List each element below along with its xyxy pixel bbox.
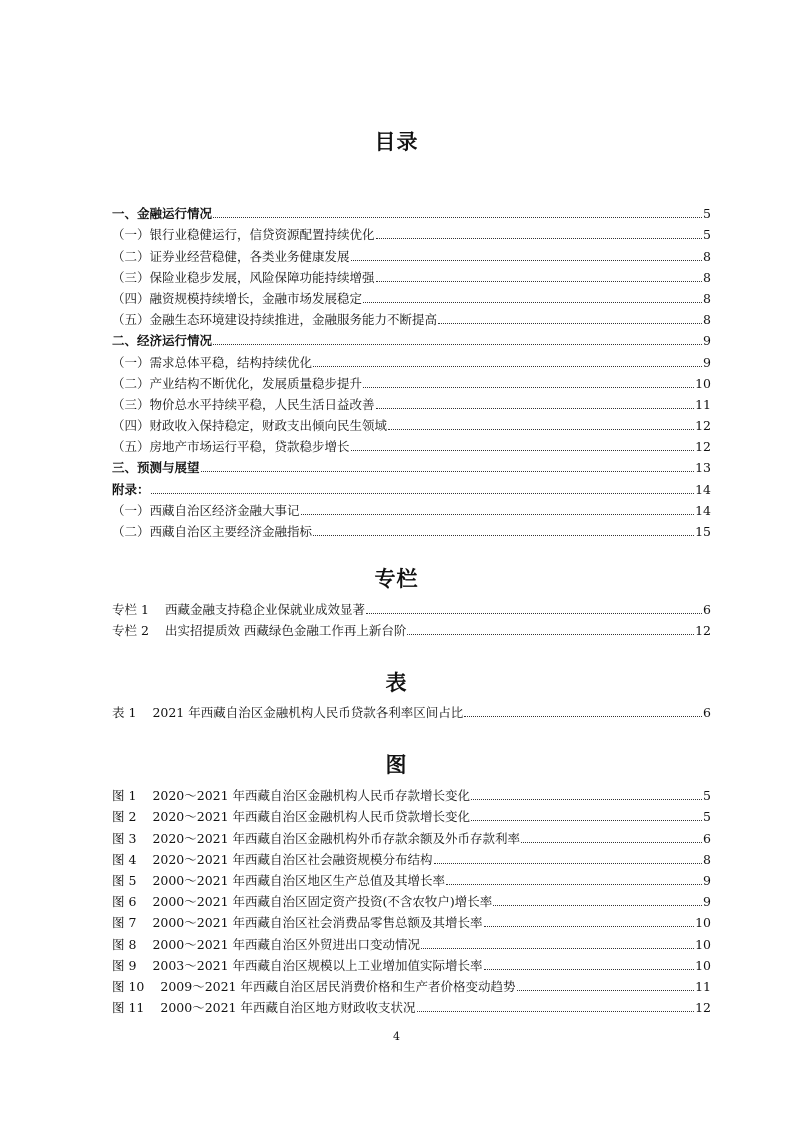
dot-leader [493, 905, 702, 906]
figure-entry-text: 2003～2021 年西藏自治区规模以上工业增加值实际增长率 [152, 957, 483, 973]
figure-entry-page: 10 [695, 957, 711, 973]
figure-entry-text: 2020～2021 年西藏自治区社会融资规模分布结构 [152, 851, 433, 867]
dot-leader [363, 387, 694, 388]
figure-entry-label [112, 979, 516, 994]
figure-entry-number: 图 2 [112, 809, 137, 825]
table-entry-number: 表 1 [112, 705, 137, 721]
figure-entry[interactable] [112, 867, 711, 888]
toc-entry-label: 二、经济运行情况 [112, 333, 213, 349]
tables-title: 表 [385, 671, 408, 695]
toc-entry-page: 15 [695, 524, 711, 539]
dot-leader [521, 842, 702, 843]
figure-entry-page: 9 [703, 894, 711, 910]
dot-leader [213, 217, 702, 218]
toc-entry[interactable] [112, 391, 711, 412]
figure-entry-text: 2000～2021 年西藏自治区外贸进出口变动情况 [152, 936, 421, 952]
toc-entry-page: 14 [695, 481, 711, 497]
figure-entry-text: 2000～2021 年西藏自治区社会消费品零售总额及其增长率 [152, 915, 483, 931]
dot-leader [484, 926, 695, 927]
toc-entry[interactable] [112, 454, 711, 475]
table-entry[interactable] [112, 699, 711, 720]
dot-leader [484, 969, 695, 970]
dot-leader [421, 948, 694, 949]
figure-entry-number: 图 10 [112, 978, 145, 994]
figure-entry-number: 图 8 [112, 936, 137, 952]
figure-entry-number: 图 11 [112, 1000, 145, 1016]
figure-entry-text: 2020～2021 年西藏自治区金融机构外币存款余额及外币存款利率 [152, 830, 521, 846]
dot-leader [351, 450, 695, 451]
toc-entry-label: （五）房地产市场运行平稳，贷款稳步增长 [112, 439, 350, 455]
toc-entry-page: 5 [703, 206, 711, 222]
toc-entry[interactable] [112, 370, 711, 391]
figure-entry[interactable] [112, 803, 711, 824]
figure-entry-page: 5 [703, 788, 711, 804]
figure-entry-page: 8 [703, 851, 711, 867]
figures-title: 图 [385, 753, 408, 777]
toc-entry[interactable] [112, 200, 711, 221]
figure-entry-label [112, 831, 520, 846]
toc-entry-label: （二）西藏自治区主要经济金融指标 [112, 524, 313, 539]
toc-entry-page: 5 [703, 227, 711, 243]
dot-leader [407, 634, 694, 635]
figure-entry-number: 图 3 [112, 830, 137, 846]
dot-leader [376, 238, 703, 239]
dot-leader [376, 281, 703, 282]
tables-list [112, 699, 711, 720]
figure-entry[interactable] [112, 973, 711, 994]
column-entry-page: 12 [695, 623, 711, 639]
dot-leader [213, 344, 702, 345]
toc-entry-label: （一）银行业稳健运行，信贷资源配置持续优化 [112, 227, 375, 243]
toc-entry-page: 12 [695, 439, 711, 455]
columns-list [112, 596, 711, 638]
table-entry-page: 6 [703, 705, 711, 721]
page-number: 4 [393, 1030, 400, 1043]
figures-list [112, 782, 711, 1015]
toc-entry[interactable] [112, 285, 711, 306]
figure-entry-number: 图 5 [112, 872, 137, 888]
figure-entry-label [112, 894, 492, 909]
toc-entry[interactable] [112, 327, 711, 348]
figure-entry-page: 9 [703, 872, 711, 888]
dot-leader [201, 471, 695, 472]
figure-entry-text: 2009～2021 年西藏自治区居民消费价格和生产者价格变动趋势 [160, 978, 516, 994]
figure-entry-page: 10 [695, 915, 711, 931]
toc-entry-page: 13 [695, 460, 711, 476]
toc-title: 目录 [374, 130, 419, 154]
figure-entry-text: 2000～2021 年西藏自治区地方财政收支状况 [160, 1000, 416, 1016]
column-entry-page: 6 [703, 602, 711, 618]
dot-leader [464, 716, 702, 717]
dot-leader [151, 493, 695, 494]
dot-leader [366, 613, 702, 614]
figure-entry-text: 2020～2021 年西藏自治区金融机构人民币存款增长变化 [152, 788, 471, 804]
figure-entry-number: 图 7 [112, 915, 137, 931]
figure-entry-text: 2000～2021 年西藏自治区地区生产总值及其增长率 [152, 872, 446, 888]
dot-leader [376, 408, 695, 409]
toc-entry[interactable] [112, 348, 711, 369]
figure-entry-label [112, 788, 470, 803]
toc-entry-label: （二）产业结构不断优化，发展质量稳步提升 [112, 375, 363, 391]
figure-entry[interactable] [112, 782, 711, 803]
figure-entry[interactable] [112, 994, 711, 1015]
toc-entry[interactable] [112, 242, 711, 263]
dot-leader [351, 260, 703, 261]
toc-entry-page: 8 [703, 248, 711, 264]
dot-leader [313, 366, 702, 367]
toc-entry[interactable] [112, 433, 711, 454]
figure-entry[interactable] [112, 824, 711, 845]
toc-entry-label: （三）保险业稳步发展，风险保障功能持续增强 [112, 269, 375, 285]
toc-entry-label: 附录： [112, 481, 150, 497]
toc-entry-label: 三、预测与展望 [112, 460, 200, 476]
figure-entry-label [112, 1000, 416, 1015]
toc-entry-label: （一）西藏自治区经济金融大事记 [112, 502, 300, 518]
column-entry-label [112, 623, 406, 638]
figure-entry-page: 10 [695, 936, 711, 952]
toc-entry[interactable] [112, 475, 711, 496]
figure-entry-page: 5 [703, 809, 711, 825]
figure-entry-number: 图 9 [112, 957, 137, 973]
column-entry-text: 出实招提质效 西藏绿色金融工作再上新台阶 [164, 623, 407, 639]
dot-leader [438, 323, 702, 324]
toc-entry-page: 10 [695, 375, 711, 391]
figure-entry-label [112, 958, 483, 973]
toc-entry-label: （三）物价总水平持续平稳，人民生活日益改善 [112, 396, 375, 412]
column-entry-text: 西藏金融支持稳企业保就业成效显著 [164, 602, 365, 618]
figure-entry-label [112, 915, 483, 930]
toc-entry-label: （四）财政收入保持稳定，财政支出倾向民生领域 [112, 418, 388, 434]
table-entry-text: 2021 年西藏自治区金融机构人民币贷款各利率区间占比 [152, 705, 464, 721]
toc-list [112, 200, 711, 539]
figure-entry[interactable] [112, 909, 711, 930]
toc-entry-page: 8 [703, 269, 711, 285]
figure-entry[interactable] [112, 888, 711, 909]
figure-entry-page: 6 [703, 830, 711, 846]
dot-leader [434, 863, 703, 864]
toc-entry[interactable] [112, 412, 711, 433]
figure-entry-number: 图 6 [112, 894, 137, 910]
toc-entry-page: 12 [695, 418, 711, 434]
figure-entry-label [112, 809, 470, 824]
figure-entry-number: 图 1 [112, 788, 137, 804]
columns-title: 专栏 [374, 567, 419, 591]
column-entry[interactable] [112, 596, 711, 617]
dot-leader [446, 884, 702, 885]
toc-entry-label: 一、金融运行情况 [112, 206, 213, 222]
toc-entry[interactable] [112, 518, 711, 539]
dot-leader [301, 514, 695, 515]
dot-leader [363, 302, 702, 303]
figure-entry[interactable] [112, 846, 711, 867]
toc-entry-page: 8 [703, 312, 711, 328]
figure-entry[interactable] [112, 930, 711, 951]
dot-leader [471, 799, 702, 800]
toc-entry-label: （一）需求总体平稳，结构持续优化 [112, 354, 313, 370]
figure-entry-text: 2000～2021 年西藏自治区固定资产投资(不含农牧户)增长率 [152, 894, 493, 910]
toc-entry-page: 9 [703, 354, 711, 370]
column-entry-number: 专栏 1 [112, 602, 149, 618]
toc-entry-label: （二）证券业经营稳健，各类业务健康发展 [112, 248, 350, 264]
figure-entry-label [112, 937, 420, 952]
dot-leader [313, 535, 694, 536]
figure-entry[interactable] [112, 952, 711, 973]
toc-entry-label: （五）金融生态环境建设持续推进，金融服务能力不断提高 [112, 312, 438, 328]
dot-leader [417, 1011, 695, 1012]
toc-entry-page: 11 [695, 396, 711, 412]
table-entry-label [112, 705, 463, 720]
toc-entry-page: 8 [703, 290, 711, 306]
dot-leader [388, 429, 694, 430]
toc-entry-label: （四）融资规模持续增长，金融市场发展稳定 [112, 290, 363, 306]
dot-leader [471, 820, 702, 821]
toc-entry[interactable] [112, 497, 711, 518]
column-entry-number: 专栏 2 [112, 623, 149, 639]
toc-entry[interactable] [112, 221, 711, 242]
dot-leader [517, 990, 695, 991]
column-entry[interactable] [112, 617, 711, 638]
toc-entry-page: 14 [695, 502, 711, 518]
figure-entry-number: 图 4 [112, 851, 137, 867]
toc-entry[interactable] [112, 306, 711, 327]
toc-entry-page: 9 [703, 333, 711, 349]
column-entry-label [112, 602, 365, 617]
figure-entry-label [112, 873, 445, 888]
toc-entry[interactable] [112, 264, 711, 285]
figure-entry-text: 2020～2021 年西藏自治区金融机构人民币贷款增长变化 [152, 809, 471, 825]
figure-entry-label [112, 852, 433, 867]
figure-entry-page: 11 [695, 978, 711, 994]
figure-entry-page: 12 [695, 1000, 711, 1016]
